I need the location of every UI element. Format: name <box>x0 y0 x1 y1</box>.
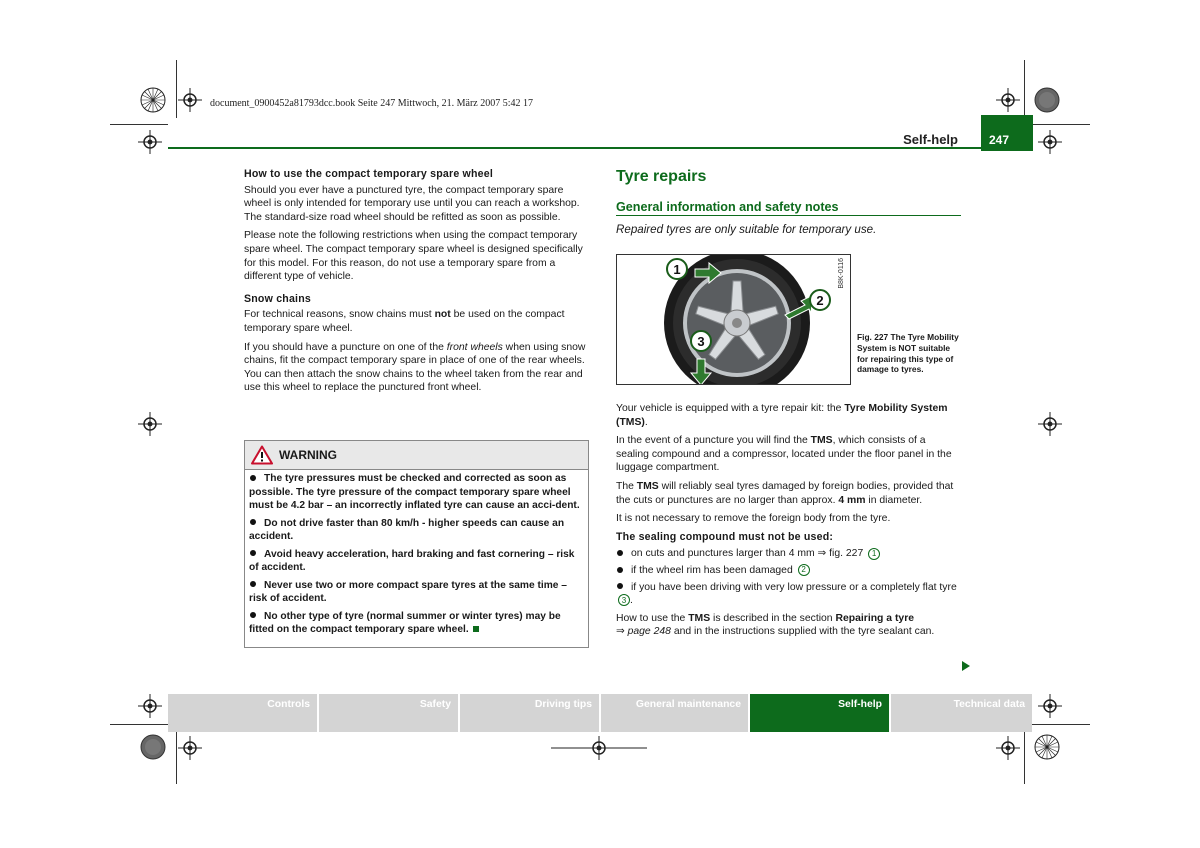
spare-wheel-paragraph: Should you ever have a punctured tyre, the compact temporary spare wheel is only intended for temporary use until you can reach a workshop. The standard-size road wheel should be refitted as soon as possible. <box>244 184 580 223</box>
tab-safety[interactable]: Safety <box>319 694 458 732</box>
bullet-icon <box>617 583 623 589</box>
warning-item: No other type of tyre (normal summer or winter tyres) may be fitted on the compact temporary spare wheel. <box>249 610 561 635</box>
body-paragraph: In the event of a puncture you will find the TMS, which consists of a sealing compound and a compressor, located under the floor panel in the luggage compartment. <box>616 435 952 474</box>
crop-line <box>551 736 647 760</box>
tab-driving-tips[interactable]: Driving tips <box>460 694 599 732</box>
warning-box <box>244 440 589 648</box>
warning-item: The tyre pressures must be checked and corrected as soon as possible. The tyre pressure of the compact temporary spare wheel must be 4.2 bar – an incorrectly inflated tyre can cause an acci-dent. <box>249 473 580 511</box>
bullet-icon <box>250 519 256 525</box>
registration-mark-icon <box>1038 694 1062 718</box>
figure-caption: Fig. 227 The Tyre Mobility System is NOT suitable for repairing this type of damage to tyres. <box>857 332 959 375</box>
warning-item: Do not drive faster than 80 km/h - higher speeds can cause an accident. <box>249 517 565 542</box>
next-page-arrow-icon <box>962 661 970 671</box>
snow-chains-paragraph: If you should have a puncture on one of the front wheels when using snow chains, fit the compact temporary spare in place of one of the rear wheels. You can then attach the snow chains to the wheel taken from the rear and use this wheel to replace the punctured front wheel. <box>244 341 586 394</box>
bullet-icon <box>617 550 623 556</box>
tab-general-maintenance[interactable]: General maintenance <box>601 694 748 732</box>
spare-wheel-heading: How to use the compact temporary spare wheel <box>244 168 493 180</box>
crop-line <box>1024 60 1025 118</box>
registration-mark-icon <box>178 88 202 112</box>
body-paragraph: It is not necessary to remove the foreign body from the tyre. <box>616 513 891 525</box>
crop-line <box>1024 726 1025 784</box>
lead-text: Repaired tyres are only suitable for temporary use. <box>616 223 877 236</box>
crop-line <box>1032 724 1090 725</box>
registration-mark-icon <box>996 88 1020 112</box>
registration-mark-icon <box>1038 130 1062 154</box>
warning-triangle-icon <box>251 445 273 465</box>
callout-ref: 2 <box>798 564 810 576</box>
warning-header <box>245 441 588 470</box>
warning-title: WARNING <box>279 448 337 462</box>
registration-mark-icon <box>138 412 162 436</box>
end-of-section-icon <box>473 626 479 632</box>
crop-line <box>110 124 168 125</box>
color-rosette-icon <box>140 87 166 113</box>
registration-mark-icon <box>1038 412 1062 436</box>
right-column-header <box>616 168 961 236</box>
figure-code: B8K-0116 <box>838 258 845 289</box>
color-rosette-icon <box>1034 734 1060 760</box>
page-link[interactable]: page 248 <box>627 626 671 638</box>
tab-self-help[interactable]: Self-help <box>750 694 889 732</box>
gray-patch-icon <box>1034 87 1060 113</box>
body-paragraph: The TMS will reliably seal tyres damaged by foreign bodies, provided that the cuts or punctures are no larger than approx. 4 mm in diameter. <box>616 480 954 506</box>
right-column-body <box>616 402 961 644</box>
callout-ref: 3 <box>618 594 630 606</box>
crop-line <box>110 724 168 725</box>
list-item: on cuts and punctures larger than 4 mm ⇒ fig. 227 1 <box>616 547 961 561</box>
registration-mark-icon <box>178 736 202 760</box>
snow-chains-paragraph: For technical reasons, snow chains must not be used on the compact temporary spare wheel. <box>244 309 565 334</box>
page-number: 247 <box>981 115 1033 151</box>
tyre-illustration <box>617 255 851 385</box>
crop-line <box>176 60 177 118</box>
crop-line <box>1032 124 1090 125</box>
warning-item: Avoid heavy acceleration, hard braking and fast cornering – risk of accident. <box>249 548 575 573</box>
gray-patch-icon <box>140 734 166 760</box>
header-rule <box>168 147 981 149</box>
sealing-list <box>616 547 961 607</box>
section-heading: General information and safety notes <box>616 200 961 216</box>
callout-1: 1 <box>673 262 681 277</box>
chapter-tab-bar <box>168 694 1032 732</box>
bullet-icon <box>250 550 256 556</box>
warning-item: Never use two or more compact spare tyres at the same time – risk of accident. <box>249 579 567 604</box>
body-paragraph: Your vehicle is equipped with a tyre repair kit: the Tyre Mobility System (TMS). <box>616 403 948 428</box>
left-column <box>244 168 589 400</box>
list-item: if you have been driving with very low pressure or a completely flat tyre 3 . <box>616 581 961 608</box>
bullet-icon <box>250 612 256 618</box>
snow-chains-heading: Snow chains <box>244 292 311 305</box>
bullet-icon <box>250 581 256 587</box>
registration-mark-icon <box>138 130 162 154</box>
callout-ref: 1 <box>868 548 880 560</box>
list-item: if the wheel rim has been damaged 2 <box>616 564 961 578</box>
chapter-title: Tyre repairs <box>616 168 707 185</box>
warning-list <box>245 470 588 637</box>
spare-wheel-paragraph: Please note the following restrictions when using the compact temporary spare wheel. The compact temporary spare wheel is designed specifically for this model. For this reason, do not use a temporary spare from a different type of vehicle. <box>244 230 583 283</box>
callout-2: 2 <box>816 293 824 308</box>
tab-controls[interactable]: Controls <box>168 694 317 732</box>
tab-technical-data[interactable]: Technical data <box>891 694 1032 732</box>
body-paragraph: How to use the TMS is described in the section Repairing a tyre ⇒ page 248 and in the instructions supplied with the tyre sealant can. <box>616 612 935 638</box>
bullet-icon <box>617 567 623 573</box>
callout-3: 3 <box>697 334 705 349</box>
registration-mark-icon <box>138 694 162 718</box>
crop-line <box>176 726 177 784</box>
tyre-figure <box>616 254 851 385</box>
registration-mark-icon <box>996 736 1020 760</box>
print-header: document_0900452a81793dcc.book Seite 247 Mittwoch, 21. März 2007 5:42 17 <box>210 98 534 109</box>
sealing-heading: The sealing compound must not be used: <box>616 530 834 543</box>
section-title: Self-help <box>903 132 958 147</box>
bullet-icon <box>250 475 256 481</box>
